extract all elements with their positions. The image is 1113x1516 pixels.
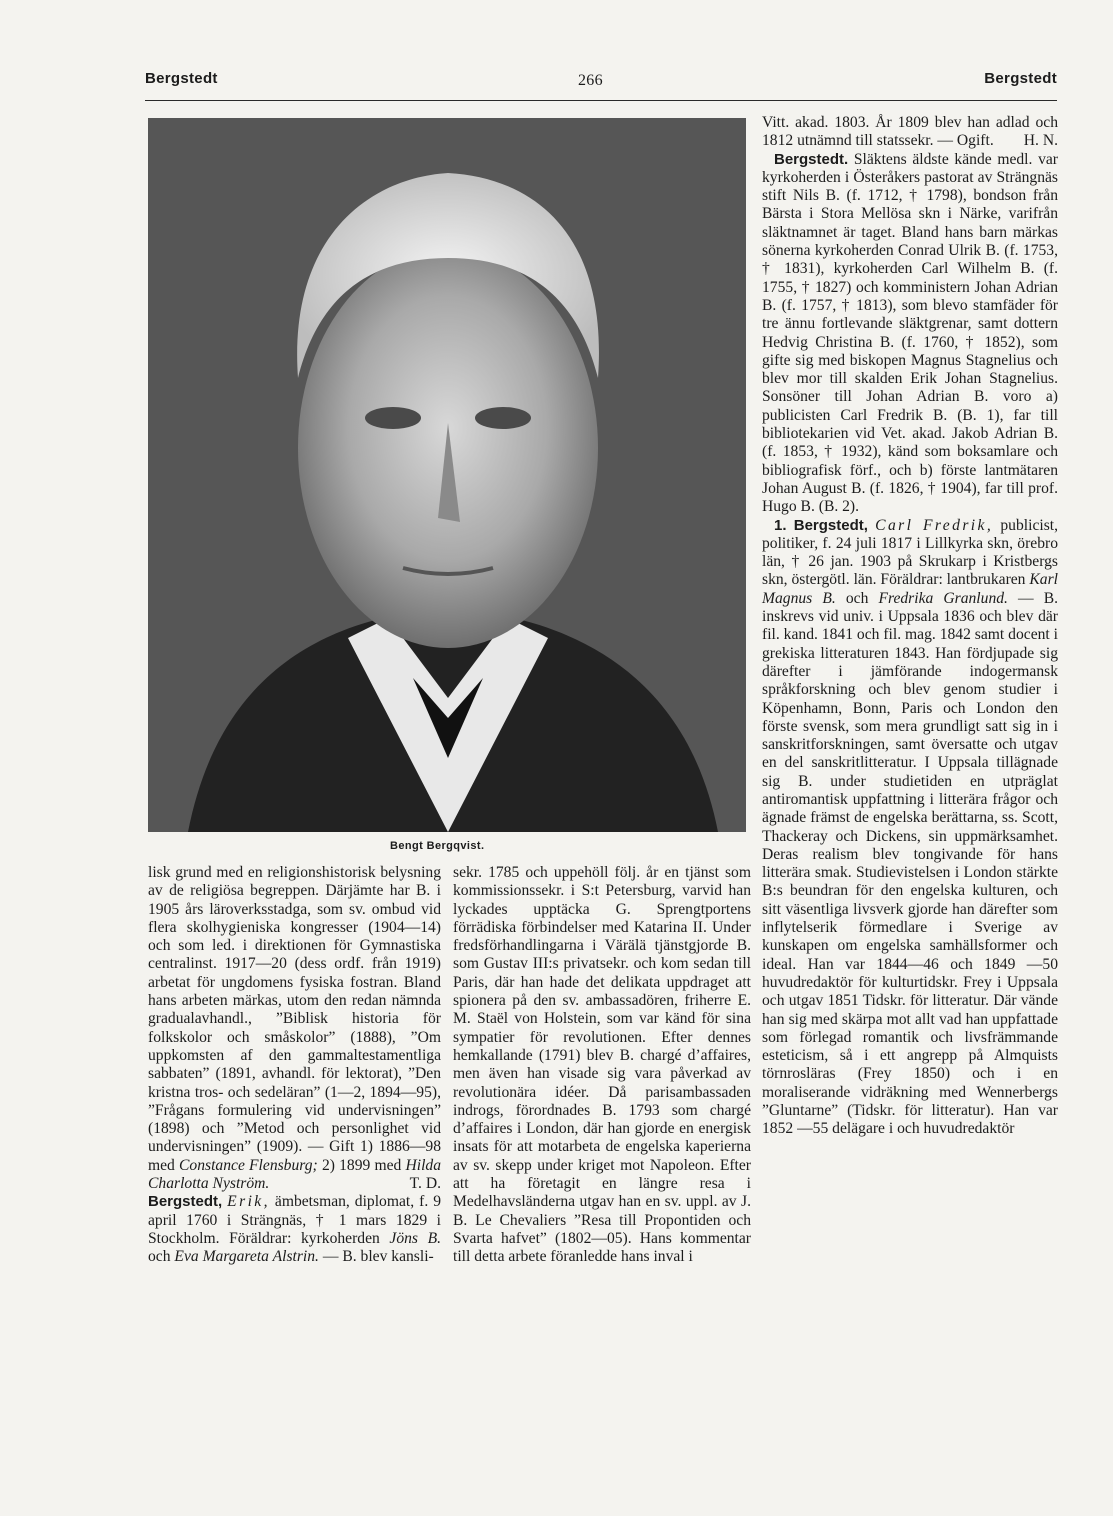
- parent-name: Jöns B.: [389, 1229, 442, 1247]
- portrait-caption: Bengt Bergqvist.: [390, 840, 485, 852]
- text-column-right: [762, 114, 1058, 1139]
- right-eye-shape: [475, 407, 531, 429]
- entry-headword: Bergstedt.: [774, 150, 849, 168]
- portrait-photo: [148, 118, 746, 832]
- paragraph-text: publicist, politiker, f. 24 juli 1817 i Lillkyrka skn, örebro län, † 26 jan. 1903 på Skrukarp i Kristbergs skn, östergötl. län. Föräldrar: lantbrukaren: [762, 516, 1058, 589]
- entry-given-name: Carl Fredrik,: [875, 516, 994, 534]
- running-head-left: Bergstedt: [145, 70, 218, 87]
- text-column-left: [148, 864, 441, 1267]
- text-column-middle: [453, 864, 751, 1267]
- spouse-name: Hilda Charlotta Nyström.: [148, 1156, 442, 1193]
- paragraph-text: — B. inskrevs vid univ. i Uppsala 1836 och blev där fil. kand. 1841 och fil. mag. 1842 samt docent i grekiska litteraturen 1843. Han fördjupade sig därefter i jämförande indogermansk språkforskning och blev genom studier i Köpenhamn, Bonn, Paris och London den förste svensk, som mera grundligt satt sig in i sanskritforskningen, samt översatte och utgav en del sanskritlitteratur. I Uppsala tillägnade sig B. under studietiden en utpräglat antiromantisk uppfattning i litterära frågor och ägnade främst de engelska berättarna, ss. Scott, Thackeray och Dickens, sin uppmärksamhet. Deras realism blev tongivande för hans litterära smak. Studievistelsen i London stärkte B:s beundran för den engelska kulturen, och sitt väsentliga livsverk gjorde han därefter som inflytelserik förmedlare i Sverige av kunskapen om engelska samhällsformer och ideal. Han var 1844—46 och 1849 —50 huvudredaktör för kulturtidskr. Frey i Uppsala och utgav 1851 Tidskr. för litteratur. Där vände han sig med skärpa mot allt vad han uppfattade som förlegad romantik och livsfrämmande esteticism, så i ett angrepp på Almquists törnrosläras (Frey 1850) och i en moraliserande vidräkning med Wennerbergs ”Gluntarne” (Tidskr. för litteratur). Han var 1852 —55 delägare i och huvudredaktör: [762, 589, 1058, 1138]
- running-head-right: Bergstedt: [984, 70, 1057, 87]
- paragraph-text: 2) 1899 med: [317, 1156, 406, 1174]
- parent-name: Fredrika Granlund.: [878, 589, 1008, 607]
- paragraph-text: Vitt. akad. 1803. År 1809 blev han adlad och 1812 utnämnd till statssekr. — Ogift.: [762, 114, 1058, 150]
- paragraph-bergqvist-continuation: [148, 864, 441, 1193]
- entry-headword: Bergstedt,: [148, 1193, 223, 1211]
- portrait-illustration: [148, 118, 746, 832]
- paragraph-text: ämbetsman, diplomat, f. 9 april 1760 i Strängnäs, † 1 mars 1829 i Stockholm. Föräldrar: kyrkoherden: [148, 1193, 441, 1247]
- paragraph-text: och: [835, 589, 879, 607]
- page-number: 266: [578, 72, 603, 89]
- entry-carl-fredrik-bergstedt: [762, 517, 1058, 1139]
- author-signature: T. D.: [409, 1175, 441, 1193]
- parent-name: Karl Magnus B.: [762, 571, 1058, 607]
- paragraph-erik-continuation: sekr. 1785 och uppehöll följ. år en tjänst som kommissionssekr. i S:t Petersburg, varvid han lyckades upptäcka G. Sprengtportens förrädiska förbindelser med Katarina II. Under fredsförhandlingarna i Värälä tjänstgjorde B. som Gustav III:s privatsekr. och kom sedan till Paris, där han hade det delikata uppdraget att spionera på den sv. ambassadören, friherre E. M. Staël von Holstein, som var känd för sina sympatier för revolutionen. Efter dennes hemkallande (1791) blev B. chargé d’affaires, men även han visade sig vara påverkad av revolutionära idéer. Då parisambassaden indrogs, förordnades B. 1793 som chargé d’affaires i London, där han gjorde en energisk insats för att motarbeta de engelska kaperierna av sv. skepp under kriget mot Napoleon. Efter att ha företagit en längre resa i Medelhavsländerna utgav han en sv. uppl. av J. B. Le Chevaliers ”Resa till Propontiden och Svarta hafvet” (1802—05). Hans kommentar till detta arbete föranledde hans inval i: [453, 864, 751, 1266]
- paragraph-text: lisk grund med en religionshistorisk belysning av de religiösa begreppen. Därjämte har B. i 1905 års läroverksstadga, som sv. ombud vid flera skolhygieniska kongresser (1904—14) och som led. i direktionen för Gymnastiska centralinst. 1917—20 (dess ordf. från 1919) arbetat för ungdomens fysiska fostran. Bland hans arbeten märkas, utom den redan nämnda gradualavhandl., ”Biblisk historia för folkskolor och småskolor” (1888), ”Om uppkomsten af den gammaltestamentliga sabbaten” (1891, avhandl. för lektorat), ”Den kristna tros- och sedeläran” (1—2, 1894—95), ”Frågans formulering vid undervisningen” (1898) och ”Metod och personlighet vid undervisningen” (1909). — Gift 1) 1886—98 med: [148, 864, 441, 1174]
- entry-family-bergstedt: [762, 151, 1058, 517]
- paragraph-text: — B. blev kansli-: [318, 1248, 434, 1266]
- author-signature: H. N.: [1023, 132, 1058, 150]
- left-eye-shape: [365, 407, 421, 429]
- paragraph-erik-end: [762, 114, 1058, 151]
- spouse-name: Constance Flensburg;: [179, 1156, 318, 1174]
- entry-given-name: Erik,: [227, 1193, 270, 1211]
- header-rule: [145, 100, 1057, 101]
- paragraph-text: och: [148, 1248, 175, 1266]
- entry-headword: Bergstedt,: [793, 516, 868, 534]
- paragraph-text: Släktens äldste kände medl. var kyrkoherden i Österåkers pastorat av Strängnäs stift Nils B. (f. 1712, † 1798), bondson från Bärsta i Stora Mellösa skn i Närke, varifrån släktnamnet är taget. Bland hans barn märkas sönerna kyrkoherden Conrad Ulrik B. (f. 1753, † 1831), kyrkoherden Carl Wilhelm B. (f. 1755, † 1827) och komministern Johan Adrian B. (f. 1757, † 1813), som blevo stamfäder för tre ännu fortlevande släktgrenar, samt dottern Hedvig Christina B. (f. 1760, † 1852), som gifte sig med biskopen Magnus Stagnelius och blev mor till skalden Erik Johan Stagnelius. Sonsöner till Johan Adrian B. voro a) publicisten Carl Fredrik B. (B. 1), far till bibliotekarien vid Vet. akad. Jakob Adrian B. (f. 1853, † 1932), känd som boksamlare och bibliografisk förf., och b) förste lantmätaren Johan August B. (f. 1826, † 1904), far till prof. Hugo B. (B. 2).: [762, 150, 1058, 516]
- entry-erik-bergstedt: [148, 1193, 441, 1266]
- parent-name: Eva Margareta Alstrin.: [174, 1248, 319, 1266]
- entry-number: 1.: [774, 516, 787, 534]
